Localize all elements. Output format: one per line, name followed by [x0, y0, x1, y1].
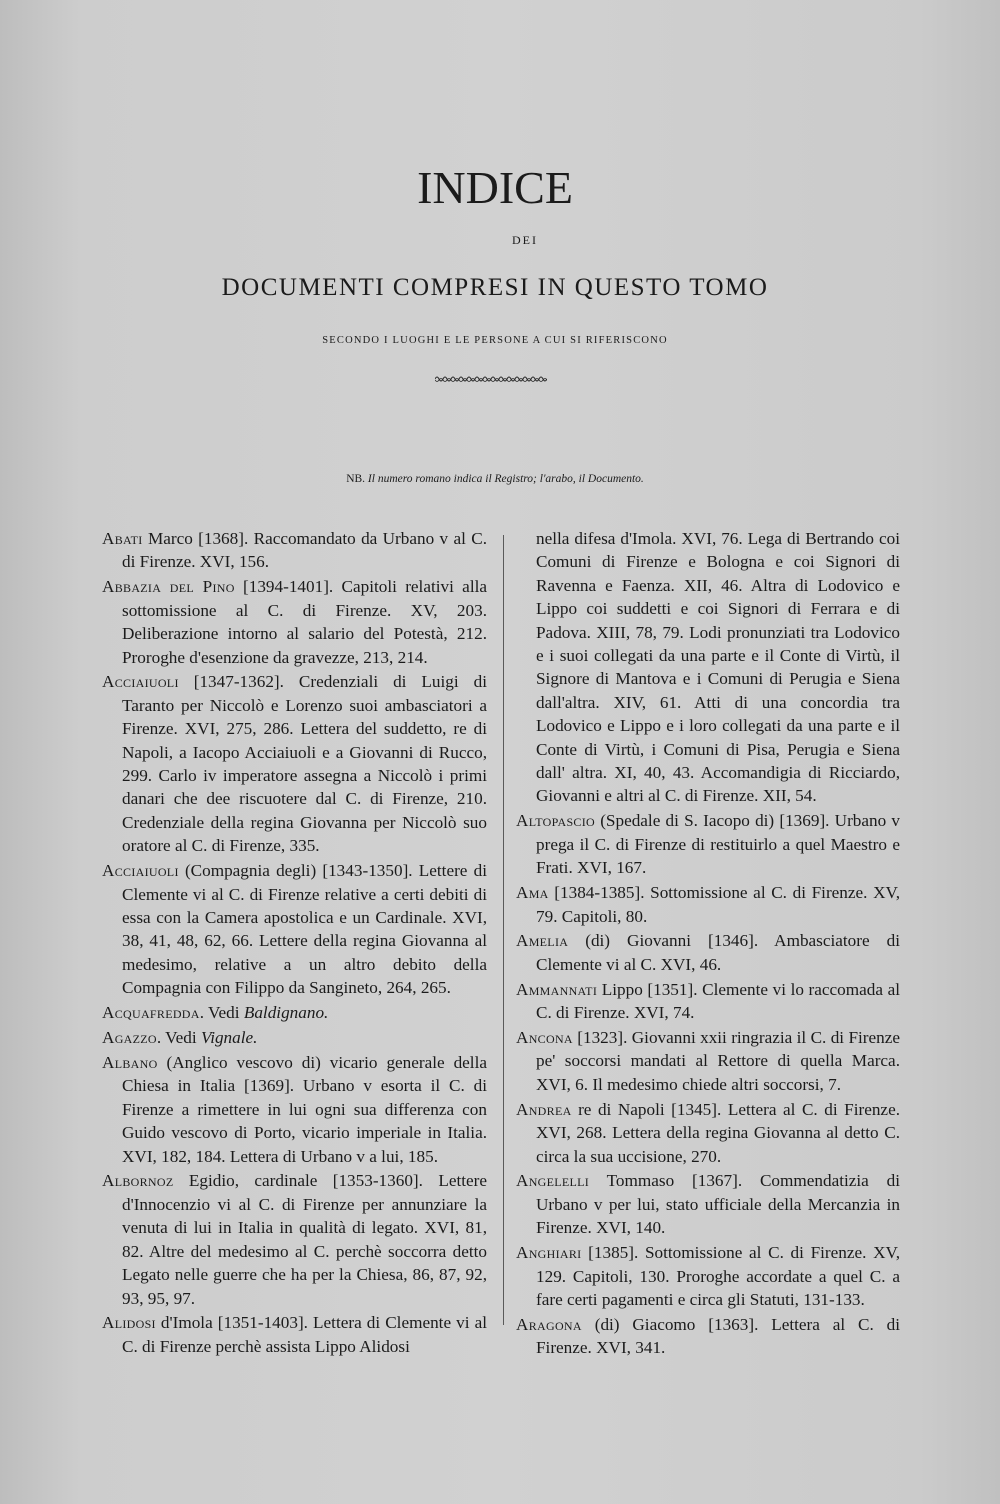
note-text: Il numero romano indica il Registro; l'arabo, il Documento. [367, 473, 644, 485]
index-entry [516, 527, 900, 808]
index-entry [516, 881, 900, 928]
index-entry [516, 1169, 900, 1239]
editorial-note [100, 472, 890, 487]
entry-headword: Amelia [516, 931, 569, 951]
entry-headword: Albornoz [102, 1171, 174, 1191]
index-entry [516, 1098, 900, 1168]
entry-headword: Ammannati [516, 979, 598, 999]
index-entry [516, 929, 900, 976]
entry-text: Tommaso [1367]. Commendatizia di Urbano v per lui, stato ufficiale della Mercanzia in Firenze. XVI, 140. [536, 1171, 900, 1238]
entry-text: (Spedale di S. Iacopo di) [1369]. Urbano v prega il C. di Firenze di restituirlo a quel Maestro e Frati. XVI, 167. [536, 811, 900, 878]
entry-text: (Compagnia degli) [1343-1350]. Lettere di Clemente vi al C. di Firenze relative a certi debiti di essa con la Camera apostolica e un Cardinale. XVI, 38, 41, 48, 62, 66. Lettere della regina Giovanna al medesimo, relative a un altro debito della Compagnia con Filippo da Sangineto, 264, 265. [122, 861, 487, 998]
page-title: INDICE [417, 162, 573, 213]
entry-text: (Anglico vescovo di) vicario generale della Chiesa in Italia [1369]. Urbano v esorta il C. di Firenze a rimettere in lui ogni sua differenza con Guido vescovo di Porto, vicario imperiale in Italia. XVI, 182, 184. Lettera di Urbano v a lui, 185. [122, 1052, 487, 1166]
index-entry [102, 859, 487, 999]
entry-text: re di Napoli [1345]. Lettera al C. di Firenze. XVI, 268. Lettera della regina Giovanna al detto C. circa la sua uccisione, 270. [536, 1099, 900, 1166]
entry-headword: Abati [102, 529, 143, 548]
entry-headword: Ama [516, 883, 549, 903]
entry-text: Lippo [1351]. Clemente vi lo raccomada al C. di Firenze. XVI, 74. [536, 979, 900, 1023]
entry-text: . Vedi [199, 1003, 244, 1023]
entry-text: [1394-1401]. Capitoli relativi alla sottomissione al C. di Firenze. XV, 203. Deliberazione intorno al salario del Potestà, 212. Proroghe d'esenzione da gravezze, 213, 214. [122, 577, 487, 667]
index-entry [516, 1026, 900, 1096]
entry-headword: Agazzo [102, 1028, 157, 1048]
page-subtitle: DOCUMENTI COMPRESI IN QUESTO TOMO [221, 274, 769, 301]
index-entry [102, 1311, 487, 1358]
entry-text: . Vedi [156, 1028, 201, 1048]
column-divider [503, 535, 504, 1325]
index-entry [102, 575, 487, 669]
entry-text: d'Imola [1351-1403]. Lettera di Clemente vi al C. di Firenze perchè assista Lippo Alidosi [122, 1313, 487, 1356]
entry-text: nella difesa d'Imola. XVI, 76. Lega di Bertrando coi Comuni di Firenze e Bologna e coi Signori di Ravenna e Faenza. XII, 46. Altra di Lodovico e Lippo coi suddetti e coi Signori di Ferrara e di Padova. XIII, 78, 79. Lodi pronunziati tra Lodovico e i suoi collegati da una parte e il Conte di Virtù, il Signore di Mantova e i Comuni di Perugia e Siena dall'altra. XIV, 61. Atti di una concordia tra Lodovico e Lippo e i loro collegati da una parte e il Conte di Virtù, i Comuni di Pisa, Perugia e Siena dall' altra. XI, 40, 43. Accomandigia di Ricciardo, Giovanni e altri al C. di Firenze. XII, 54. [536, 529, 900, 806]
entry-text: (di) Giacomo [1363]. Lettera al C. di Firenze. XVI, 341. [536, 1314, 900, 1358]
note-label: NB. [346, 473, 366, 485]
index-entry [516, 1313, 900, 1360]
entry-headword: Angelelli [516, 1171, 590, 1191]
title-connector: DEI [512, 233, 538, 247]
entry-text: Egidio, cardinale [1353-1360]. Lettere d'Innocenzio vi al C. di Firenze per annunziare la venuta di lui in Italia in qualità di legato. XVI, 81, 82. Altre del medesimo al C. perchè soccorra detto Legato nelle guerre che ha per la Chiesa, 86, 87, 92, 93, 95, 97. [122, 1171, 487, 1308]
index-entry [516, 1241, 900, 1311]
entry-text: [1384-1385]. Sottomissione al C. di Firenze. XV, 79. Capitoli, 80. [536, 883, 900, 926]
entry-headword: Abbazia del Pino [102, 577, 235, 597]
entry-headword: Altopascio [516, 811, 595, 831]
entry-text: Marco [1368]. Raccomandato da Urbano v al C. di Firenze. XVI, 156. [122, 529, 487, 572]
index-entry [102, 1169, 487, 1309]
ornament-divider [435, 374, 547, 384]
index-entry [102, 1026, 487, 1049]
entry-text: [1385]. Sottomissione al C. di Firenze. XV, 129. Capitoli, 130. Proroghe accordate a quel C. a fare certi pagamenti e circa gli Statuti, 131-133. [536, 1243, 900, 1309]
entry-text: [1323]. Giovanni xxii ringrazia il C. di Firenze pe' soccorsi mandati al Rettore di quella Marca. XVI, 6. Il medesimo chiede altri soccorsi, 7. [536, 1028, 900, 1094]
entry-headword: Acciaiuoli [102, 861, 179, 881]
entry-text: [1347-1362]. Credenziali di Luigi di Taranto per Niccolò e Lorenzo suoi ambasciatori a Firenze. XVI, 275, 286. Lettera del suddetto, re di Napoli, a Iacopo Acciaiuoli e a Giovanni di Rucco, 299. Carlo iv imperatore assegna a Niccolò i primi danari che dee riscuotere dal C. di Firenze, 210. Credenziale della regina Giovanna per Niccolò suo oratore al C. di Firenze, 335. [122, 672, 487, 856]
index-column-left [102, 527, 487, 1360]
entry-crossref: Baldignano. [243, 1003, 329, 1023]
index-entry [102, 670, 487, 857]
entry-headword: Alidosi [102, 1313, 156, 1333]
index-entry [102, 1051, 487, 1168]
entry-text: (di) Giovanni [1346]. Ambasciatore di Clemente vi al C. XVI, 46. [536, 931, 900, 974]
index-entry [102, 1001, 487, 1024]
entry-headword: Acquafredda [102, 1003, 200, 1023]
entry-headword: Aragona [516, 1314, 582, 1334]
index-entry [102, 527, 487, 574]
entry-crossref: Vignale. [200, 1028, 258, 1048]
entry-headword: Acciaiuoli [102, 672, 179, 692]
subtitle-qualifier: SECONDO I LUOGHI E LE PERSONE A CUI SI RIFERISCONO [322, 335, 668, 346]
index-entry [516, 978, 900, 1025]
entry-headword: Andrea [516, 1099, 572, 1119]
entry-headword: Albano [102, 1052, 158, 1072]
entry-headword: Ancona [516, 1028, 573, 1048]
index-column-right [516, 527, 900, 1361]
index-entry [516, 809, 900, 879]
entry-headword: Anghiari [516, 1243, 582, 1263]
